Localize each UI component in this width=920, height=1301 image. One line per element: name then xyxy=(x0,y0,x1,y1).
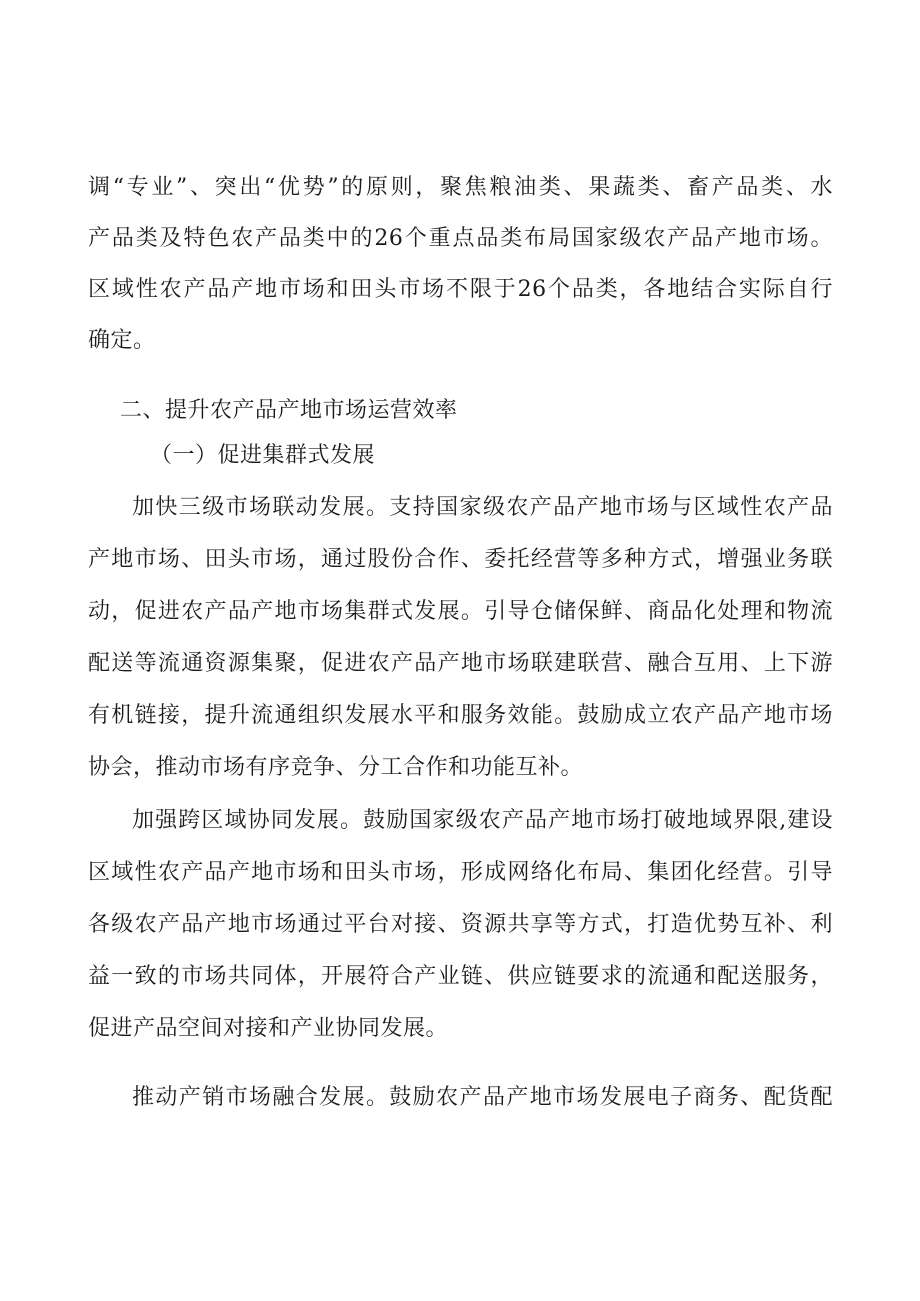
paragraph-1-line-4: 确定。 xyxy=(88,328,156,353)
section-heading: 二、提升农产品产地市场运营效率 xyxy=(120,398,458,423)
paragraph-1-line-1: 调“专业”、突出“优势”的原则，聚焦粮油类、果蔬类、畜产品类、水 xyxy=(88,175,833,200)
paragraph-4-line-1: 推动产销市场融合发展。鼓励农产品产地市场发展电子商务、配货配 xyxy=(132,1085,833,1110)
paragraph-2-line-2: 产地市场、田头市场，通过股份合作、委托经营等多种方式，增强业务联 xyxy=(88,547,833,572)
paragraph-3-line-4: 益一致的市场共同体，开展符合产业链、供应链要求的流通和配送服务， xyxy=(88,964,833,989)
paragraph-3-line-5: 促进产品空间对接和产业协同发展。 xyxy=(88,1016,449,1041)
paragraph-2-line-4: 配送等流通资源集聚，促进农产品产地市场联建联营、融合互用、上下游 xyxy=(88,651,833,676)
paragraph-1-line-3: 区域性农产品产地市场和田头市场不限于26个品类，各地结合实际自行 xyxy=(88,277,833,302)
subsection-heading: （一）促进集群式发展 xyxy=(150,443,376,468)
paragraph-2-line-6: 协会，推动市场有序竞争、分工合作和功能互补。 xyxy=(88,755,584,780)
paragraph-3-line-1: 加强跨区域协同发展。鼓励国家级农产品产地市场打破地域界限,建设 xyxy=(132,808,833,833)
paragraph-2-line-3: 动，促进农产品产地市场集群式发展。引导仓储保鲜、商品化处理和物流 xyxy=(88,599,833,624)
paragraph-1-line-2: 产品类及特色农产品类中的26个重点品类布局国家级农产品产地市场。 xyxy=(88,226,833,251)
paragraph-3-line-3: 各级农产品产地市场通过平台对接、资源共享等方式，打造优势互补、利 xyxy=(88,912,833,937)
paragraph-2-line-1: 加快三级市场联动发展。支持国家级农产品产地市场与区域性农产品 xyxy=(132,495,833,520)
paragraph-3-line-2: 区域性农产品产地市场和田头市场，形成网络化布局、集团化经营。引导 xyxy=(88,860,833,885)
paragraph-2-line-5: 有机链接，提升流通组织发展水平和服务效能。鼓励成立农产品产地市场 xyxy=(88,703,833,728)
